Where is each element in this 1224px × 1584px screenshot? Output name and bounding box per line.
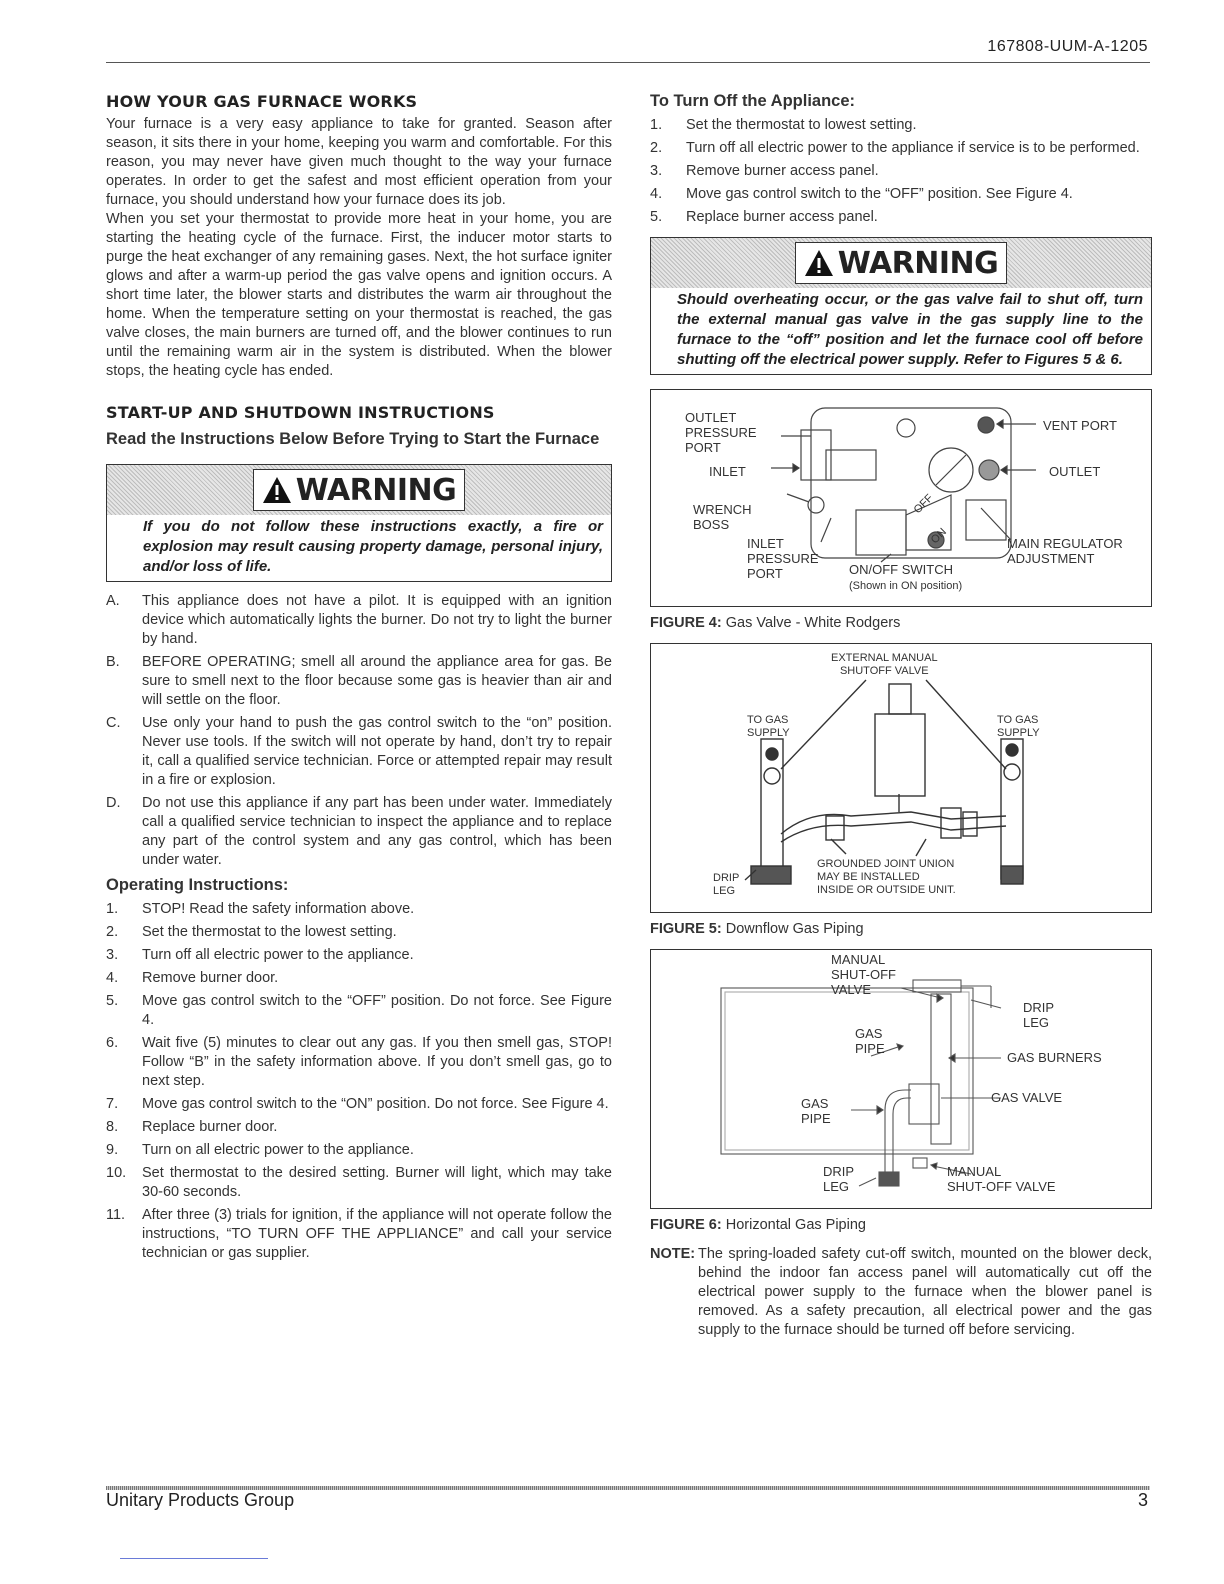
list-text: BEFORE OPERATING; smell all around the appliance area for gas. Be sure to smell next to the floor because some gas is heavier than air and will settle on the floor. [142, 654, 612, 708]
top-rule [106, 62, 1150, 63]
turn-off-list [650, 116, 1152, 227]
list-marker: D. [106, 795, 121, 811]
figure-6-caption: FIGURE 6: Horizontal Gas Piping [650, 1217, 866, 1233]
list-item [106, 714, 612, 790]
fig4-outlet-pressure-label: OUTLET PRESSURE PORT [685, 410, 757, 455]
list-item [106, 1164, 612, 1202]
horizontal-piping-drawing [651, 950, 1151, 1208]
read-instructions-title: Read the Instructions Below Before Trying to Start the Furnace [106, 430, 600, 448]
list-item [106, 592, 612, 649]
fig4-inlet-label: INLET [709, 464, 746, 479]
safety-note [650, 1245, 1152, 1340]
fig6-gas-valve-label: GAS VALVE [991, 1090, 1063, 1105]
list-text: Wait five (5) minutes to clear out any gas. If you then smell gas, STOP! Follow “B” in the safety information above. If you don’t smell gas, go to next step. [142, 1035, 612, 1089]
list-marker: 7. [106, 1096, 119, 1112]
list-item [106, 992, 612, 1030]
warning-label [795, 242, 1008, 284]
footer-page-number: 3 [1137, 1490, 1148, 1510]
list-item [106, 1206, 612, 1263]
list-item [106, 946, 612, 965]
warning-text: Should overheating occur, or the gas valve fail to shut off, turn the external manual gas valve in the gas supply line to the furnace to the “off” position and let the furnace cool off before shutting off the electrical power supply. Refer to Figures 5 & 6. [677, 291, 1143, 368]
figure-5-downflow-piping [650, 643, 1152, 913]
fig4-inlet-pressure-label: INLET PRESSURE PORT [747, 536, 819, 581]
list-item [650, 162, 1152, 181]
fig4-main-regulator-label: MAIN REGULATOR ADJUSTMENT [1007, 536, 1123, 566]
safety-list [106, 592, 612, 870]
list-marker: 3. [650, 163, 663, 179]
list-marker: 9. [106, 1142, 119, 1158]
warning-box-right [650, 237, 1152, 375]
fig4-shown-on-label: (Shown in ON position) [849, 580, 963, 592]
list-marker: 2. [650, 140, 663, 156]
fig5-to-gas-left-label: TO GAS SUPPLY [747, 714, 790, 739]
list-marker: 6. [106, 1035, 119, 1051]
warning-box-left [106, 464, 612, 582]
list-marker: 1. [106, 901, 119, 917]
list-text: Turn off all electric power to the appliance. [142, 947, 414, 963]
list-marker: 10. [106, 1165, 127, 1181]
figure-6-horizontal-piping [650, 949, 1152, 1209]
warning-banner [107, 465, 611, 515]
fig6-gas-burners-label: GAS BURNERS [1007, 1050, 1102, 1065]
warning-triangle-icon [262, 476, 292, 504]
fig5-drip-leg-label: DRIP LEG [713, 872, 740, 897]
note-label: NOTE: [650, 1246, 696, 1262]
list-item [650, 139, 1152, 158]
list-text: Turn on all electric power to the appliance. [142, 1142, 414, 1158]
list-text: Set thermostat to the desired setting. Burner will light, which may take 30-60 seconds. [142, 1165, 612, 1200]
operating-title: Operating Instructions: [106, 876, 289, 894]
footer-underline [120, 1558, 268, 1559]
list-text: This appliance does not have a pilot. It is equipped with an ignition device which automatically lights the burner. Do not try to light the burner by hand. [142, 593, 612, 647]
list-item [650, 208, 1152, 227]
list-item [106, 1141, 612, 1160]
list-text: Remove burner access panel. [686, 163, 879, 179]
list-text: STOP! Read the safety information above. [142, 901, 415, 917]
list-text: Use only your hand to push the gas control switch to the “on” position. Never use tools. If the switch will not operate by hand, don’t try to repair it, call a qualified service technician. Force or attempted repair may result in a fire or explosion. [142, 715, 612, 788]
figure-4-gas-valve [650, 389, 1152, 607]
list-text: Move gas control switch to the “OFF” position. Do not force. See Figure 4. [142, 993, 612, 1028]
list-marker: 4. [106, 970, 119, 986]
list-item [106, 1095, 612, 1114]
list-text: Set the thermostat to the lowest setting. [142, 924, 397, 940]
fig5-ext-manual-label: EXTERNAL MANUAL SHUTOFF VALVE [831, 652, 938, 677]
list-item [106, 1118, 612, 1137]
list-text: Replace burner door. [142, 1119, 278, 1135]
fig4-vent-port-label: VENT PORT [1043, 418, 1117, 433]
how-it-works-p1: Your furnace is a very easy appliance to take for granted. Season after season, it sits there in your home, keeping you warm and comfortable. For this reason, you may never have given much thought to the way your furnace operates. In order to get the safest and most efficient operation from your furnace, you should understand how your furnace does its job. [106, 116, 612, 208]
list-marker: 4. [650, 186, 663, 202]
list-marker: C. [106, 715, 121, 731]
left-column [106, 92, 612, 1267]
list-item [106, 923, 612, 942]
turn-off-title: To Turn Off the Appliance: [650, 92, 856, 110]
list-item [106, 1034, 612, 1091]
list-text: Do not use this appliance if any part has been under water. Immediately call a qualified service technician to inspect the appliance and to replace any part of the control system and any gas control, which has been under water. [142, 795, 612, 868]
list-text: Set the thermostat to lowest setting. [686, 117, 917, 133]
list-marker: 11. [106, 1207, 126, 1223]
warning-label-text: WARNING [837, 245, 999, 281]
warning-banner [651, 238, 1151, 288]
warning-text: If you do not follow these instructions exactly, a fire or explosion may result causing property damage, personal injury, and/or loss of life. [143, 518, 603, 575]
list-item [650, 185, 1152, 204]
fig5-grounded-joint-label: GROUNDED JOINT UNION MAY BE INSTALLED INSIDE OR OUTSIDE UNIT. [817, 858, 956, 896]
list-text: Remove burner door. [142, 970, 279, 986]
list-text: Turn off all electric power to the appliance if service is to be performed. [686, 140, 1140, 156]
list-item [650, 116, 1152, 135]
fig6-manual-top-label: MANUAL SHUT-OFF VALVE [831, 952, 896, 997]
list-text: After three (3) trials for ignition, if the appliance will not operate follow the instructions, “TO TURN OFF THE APPLIANCE” and call your service technician or gas supplier. [142, 1207, 612, 1261]
footer-company: Unitary Products Group [106, 1490, 295, 1510]
fig5-to-gas-right-label: TO GAS SUPPLY [997, 714, 1040, 739]
how-it-works-title: HOW YOUR GAS FURNACE WORKS [106, 92, 418, 111]
list-item [106, 969, 612, 988]
fig4-wrench-boss-label: WRENCH BOSS [693, 502, 752, 532]
list-marker: 3. [106, 947, 119, 963]
fig6-gas-pipe-top-label: GAS PIPE [855, 1026, 885, 1056]
note-text: The spring-loaded safety cut-off switch, mounted on the blower deck, behind the indoor fan access panel will automatically cut off the electrical power supply to the furnace when the blower panel is removed. As a safety precaution, all electrical power and the gas supply to the furnace should be turned off before servicing. [698, 1246, 1152, 1338]
list-item [106, 794, 612, 870]
figure-4-caption: FIGURE 4: Gas Valve - White Rodgers [650, 615, 901, 631]
warning-triangle-icon [804, 249, 834, 277]
right-column [650, 92, 1152, 1340]
list-text: Replace burner access panel. [686, 209, 878, 225]
fig6-manual-bottom-label: MANUAL SHUT-OFF VALVE [947, 1164, 1056, 1194]
figure-5-caption: FIGURE 5: Downflow Gas Piping [650, 921, 864, 937]
list-text: Move gas control switch to the “ON” position. Do not force. See Figure 4. [142, 1096, 609, 1112]
list-item [106, 653, 612, 710]
list-marker: 5. [106, 993, 119, 1009]
list-marker: 2. [106, 924, 119, 940]
list-text: Move gas control switch to the “OFF” position. See Figure 4. [686, 186, 1073, 202]
fig4-outlet-label: OUTLET [1049, 464, 1101, 479]
fig4-on-marking: ON [928, 526, 949, 547]
warning-label [253, 469, 466, 511]
startup-title: START-UP AND SHUTDOWN INSTRUCTIONS [106, 403, 495, 422]
list-marker: B. [106, 654, 120, 670]
operating-list [106, 900, 612, 1263]
fig6-drip-bottom-label: DRIP LEG [823, 1164, 855, 1194]
fig4-off-marking: OFF [911, 492, 936, 517]
list-marker: 1. [650, 117, 663, 133]
list-marker: 5. [650, 209, 663, 225]
list-marker: A. [106, 593, 120, 609]
fig6-gas-pipe-bottom-label: GAS PIPE [801, 1096, 831, 1126]
list-marker: 8. [106, 1119, 119, 1135]
warning-label-text: WARNING [295, 472, 457, 508]
how-it-works-p2: When you set your thermostat to provide more heat in your home, you are starting the heating cycle of the furnace. First, the inducer motor starts to purge the heat exchanger of any remaining gases. Next, the hot surface igniter glows and after a warm-up period the gas valve opens and ignition occurs. A short time later, the blower starts and distributes the warm air throughout the home. When the temperature setting on your thermostat is reached, the gas valve closes, the main burners are turned off, and the blower continues to run until the remaining warm air in the system is distributed. When the blower stops, the heating cycle has ended. [106, 211, 612, 379]
fig6-drip-top-label: DRIP LEG [1023, 1000, 1055, 1030]
doc-id: 167808-UUM-A-1205 [987, 38, 1148, 55]
list-item [106, 900, 612, 919]
fig4-onoff-switch-label: ON/OFF SWITCH [849, 562, 953, 577]
